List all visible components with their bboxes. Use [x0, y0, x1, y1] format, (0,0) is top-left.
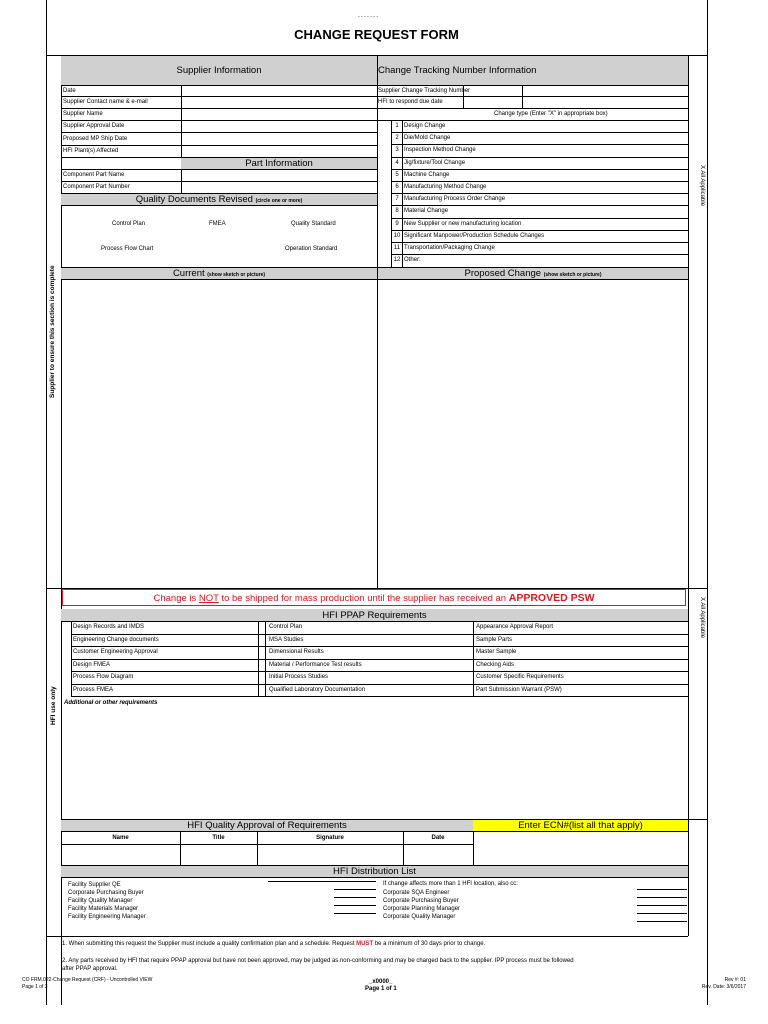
- additional-requirements-area[interactable]: [62, 710, 687, 818]
- top-mark: - - - - - - -: [358, 14, 378, 20]
- footer-page-of-1: Page 1 of 1: [365, 986, 397, 992]
- change-type-label: Transportation/Packaging Change: [404, 245, 495, 251]
- note-2-line-2: after PPAP approval.: [62, 966, 118, 972]
- doc-operation-standard[interactable]: Operation Standard: [285, 246, 338, 252]
- change-type-label: Material Change: [404, 208, 449, 215]
- ecn-entry-label[interactable]: Enter ECN#(list all that apply): [473, 820, 688, 831]
- additional-requirements-label: Additional or other requirements: [64, 700, 158, 706]
- ship-date-field[interactable]: [182, 133, 376, 144]
- change-type-checkbox[interactable]: [378, 231, 390, 242]
- warning-banner: Change is NOT to be shipped for mass production until the supplier has received an APPROVED PSW: [62, 589, 686, 606]
- ppap-requirement: Engineering Change documents: [73, 636, 159, 643]
- supplier-row-plants: HFI Plant(s) Affected: [63, 148, 119, 154]
- change-type-number: 8: [395, 208, 399, 215]
- ppap-requirement: Control Plan: [269, 624, 303, 630]
- approval-date-field[interactable]: [404, 845, 472, 864]
- ppap-requirement: Initial Process Studies: [269, 674, 329, 680]
- change-type-checkbox[interactable]: [378, 158, 390, 169]
- distribution-right-item: Corporate Planning Manager: [383, 906, 461, 912]
- distribution-left-item: Facility Materials Manager: [68, 906, 139, 912]
- page-title: CHANGE REQUEST FORM: [294, 27, 459, 42]
- contact-field[interactable]: [182, 97, 376, 107]
- all-applicable-label-1: X All Applicable: [699, 165, 705, 207]
- approval-signature-field[interactable]: [258, 845, 402, 864]
- proposed-sketch-area[interactable]: [378, 280, 687, 587]
- part-name-field[interactable]: [182, 170, 376, 180]
- distribution-left-item: Facility Quality Manager: [68, 898, 133, 904]
- note-2-line-1: 2. Any parts received by HFI that require PPAP approval but have not been approved, may be judged as non-conforming and may be charged back to the supplier. IPP process must be followed: [62, 958, 574, 964]
- part-row-number: Component Part Number: [63, 184, 130, 190]
- proposed-title: Proposed Change (show sketch or picture): [464, 268, 602, 279]
- change-type-label: Change type (Enter "X" in appropriate box): [494, 111, 608, 117]
- note-1: 1. When submitting this request the Supplier must include a quality confirmation plan and a schedule. Request MUST be a minimum of 30 days prior to change.: [62, 941, 486, 947]
- ppap-requirement: MSA Studies: [269, 636, 304, 643]
- ppap-requirement: Qualified Laboratory Documentation: [269, 686, 366, 693]
- change-type-checkbox[interactable]: [378, 243, 390, 254]
- distribution-left-item: Corporate Purchasing Buyer: [68, 890, 144, 896]
- change-type-checkbox[interactable]: [378, 121, 390, 132]
- change-type-number: 6: [395, 184, 399, 190]
- ppap-requirement: Sample Parts: [476, 636, 513, 643]
- distribution-right-item: Corporate Quality Manager: [383, 914, 456, 920]
- change-type-number: 7: [395, 196, 399, 203]
- col-signature: Signature: [316, 835, 344, 841]
- current-sketch-area[interactable]: [62, 280, 376, 587]
- change-type-label: New Supplier or new manufacturing location: [404, 220, 522, 227]
- quality-docs-title: Quality Documents Revised (circle one or more): [135, 194, 303, 205]
- distribution-right-item: Corporate Purchasing Buyer: [383, 898, 459, 904]
- col-name: Name: [112, 835, 129, 841]
- change-type-label: Inspection Method Change: [404, 147, 476, 154]
- change-type-label: Jig/fixture/Tool Change: [404, 159, 466, 166]
- ppap-requirement: Customer Specific Requirements: [476, 674, 564, 680]
- change-type-label: Significant Manpower/Production Schedule Changes: [404, 232, 545, 239]
- change-type-number: 4: [395, 159, 399, 166]
- ppap-requirement: Material / Performance Test results: [269, 661, 362, 668]
- supplier-row-approval-date: Supplier Approval Date: [63, 123, 125, 129]
- ppap-title: HFI PPAP Requirements: [322, 610, 427, 621]
- ppap-requirement: Design FMEA: [73, 661, 111, 668]
- change-type-checkbox[interactable]: [378, 194, 390, 205]
- footer-rev-date: Rev. Date: 3/6/2017: [701, 984, 746, 990]
- change-type-number: 11: [393, 245, 401, 251]
- part-row-name: Component Part Name: [63, 172, 125, 178]
- change-type-checkbox[interactable]: [378, 219, 390, 230]
- tracking-row-due-date: HFI to respond due date: [378, 99, 443, 105]
- hfi-side-label: HFI use only: [50, 686, 57, 725]
- doc-control-plan[interactable]: Control Plan: [112, 221, 146, 227]
- ppap-requirement: Checking Aids: [476, 661, 515, 668]
- change-type-checkbox[interactable]: [378, 145, 390, 156]
- change-type-number: 9: [395, 220, 399, 227]
- ppap-requirement: Appearance Approval Report: [476, 624, 554, 630]
- supplier-side-label: Supplier to ensure this section is complete: [49, 265, 56, 398]
- doc-process-flow-chart[interactable]: Process Flow Chart: [101, 246, 154, 252]
- col-title: Title: [212, 835, 225, 841]
- footer-page-of-3: Page 1 of 3: [22, 984, 48, 990]
- part-info-title: Part Information: [245, 158, 313, 169]
- current-title: Current (show sketch or picture): [172, 268, 266, 279]
- ecn-field[interactable]: [474, 832, 687, 864]
- change-type-checkbox[interactable]: [378, 182, 390, 193]
- change-type-number: 10: [393, 232, 401, 239]
- change-type-checkbox[interactable]: [378, 170, 390, 181]
- plants-field[interactable]: [182, 146, 376, 156]
- change-type-label: Design Change: [404, 123, 446, 129]
- all-applicable-label-2: X All Applicable: [699, 597, 705, 639]
- change-type-label: Other:: [404, 257, 421, 264]
- footer-code: _x0000_: [369, 979, 393, 985]
- change-type-label: Manufacturing Process Order Change: [404, 196, 506, 203]
- right-border: [707, 0, 708, 1005]
- distribution-right-header: If change affects more than 1 HFI location, also cc:: [383, 881, 518, 887]
- tracking-number-field[interactable]: [523, 86, 687, 96]
- footer-rev: Rev #: 01: [724, 977, 746, 983]
- change-type-number: 3: [395, 147, 399, 154]
- ppap-requirement: Master Sample: [476, 649, 517, 655]
- change-type-number: 5: [395, 171, 399, 178]
- date-field[interactable]: [182, 86, 376, 96]
- change-type-checkbox[interactable]: [378, 206, 390, 217]
- tracking-title: Change Tracking Number Information: [378, 65, 537, 76]
- supplier-row-contact: Supplier Contact name & e-mail: [63, 99, 148, 105]
- change-type-number: 12: [393, 257, 401, 264]
- approval-name-field[interactable]: [62, 845, 179, 864]
- supplier-name-field[interactable]: [182, 109, 376, 119]
- distribution-left-item: Facility Engineering Manager: [68, 914, 146, 920]
- distribution-right-item: Corporate SQA Engineer: [383, 890, 450, 896]
- supplier-row-date: Date: [63, 88, 76, 94]
- part-number-field[interactable]: [182, 182, 376, 192]
- ppap-requirement: Customer Engineering Approval: [73, 649, 158, 655]
- change-type-number: 1: [395, 123, 399, 129]
- ppap-requirement: Design Records and IMDS: [73, 624, 145, 630]
- footer-doc-id: CO FRM.022-Change Request (CRF) - Uncontrolled VIEW: [22, 977, 153, 983]
- ppap-requirement: Part Submission Warrant (PSW): [476, 686, 562, 693]
- col-date: Date: [431, 835, 445, 841]
- change-type-checkbox[interactable]: [378, 133, 390, 144]
- quality-approval-title: HFI Quality Approval of Requirements: [187, 820, 347, 831]
- ppap-requirement: Dimensional Results: [269, 649, 324, 655]
- doc-fmea[interactable]: FMEA: [209, 221, 226, 227]
- supplier-row-name: Supplier Name: [63, 111, 103, 117]
- left-border: [46, 0, 47, 1005]
- due-date-field[interactable]: [523, 97, 687, 107]
- approval-date-field[interactable]: [182, 121, 376, 131]
- ppap-requirement: Process FMEA: [73, 686, 114, 693]
- change-type-checkbox[interactable]: [378, 255, 390, 266]
- change-type-number: 2: [395, 135, 399, 142]
- supplier-row-ship-date: Proposed MP Ship Date: [63, 136, 128, 142]
- distribution-left-item: Facility Supplier QE: [68, 882, 121, 888]
- supplier-info-title: Supplier Information: [176, 65, 262, 76]
- change-type-label: Machine Change: [404, 171, 450, 178]
- approval-title-field[interactable]: [181, 845, 256, 864]
- ppap-requirement: Process Flow Diagram: [73, 674, 134, 680]
- tracking-row-number: Supplier Change Tracking Number: [378, 88, 471, 94]
- change-type-label: Manufacturing Method Change: [404, 184, 487, 190]
- distribution-title: HFI Distribution List: [333, 866, 416, 877]
- change-type-label: Die/Mold Change: [404, 135, 451, 142]
- doc-quality-standard[interactable]: Quality Standard: [291, 221, 336, 227]
